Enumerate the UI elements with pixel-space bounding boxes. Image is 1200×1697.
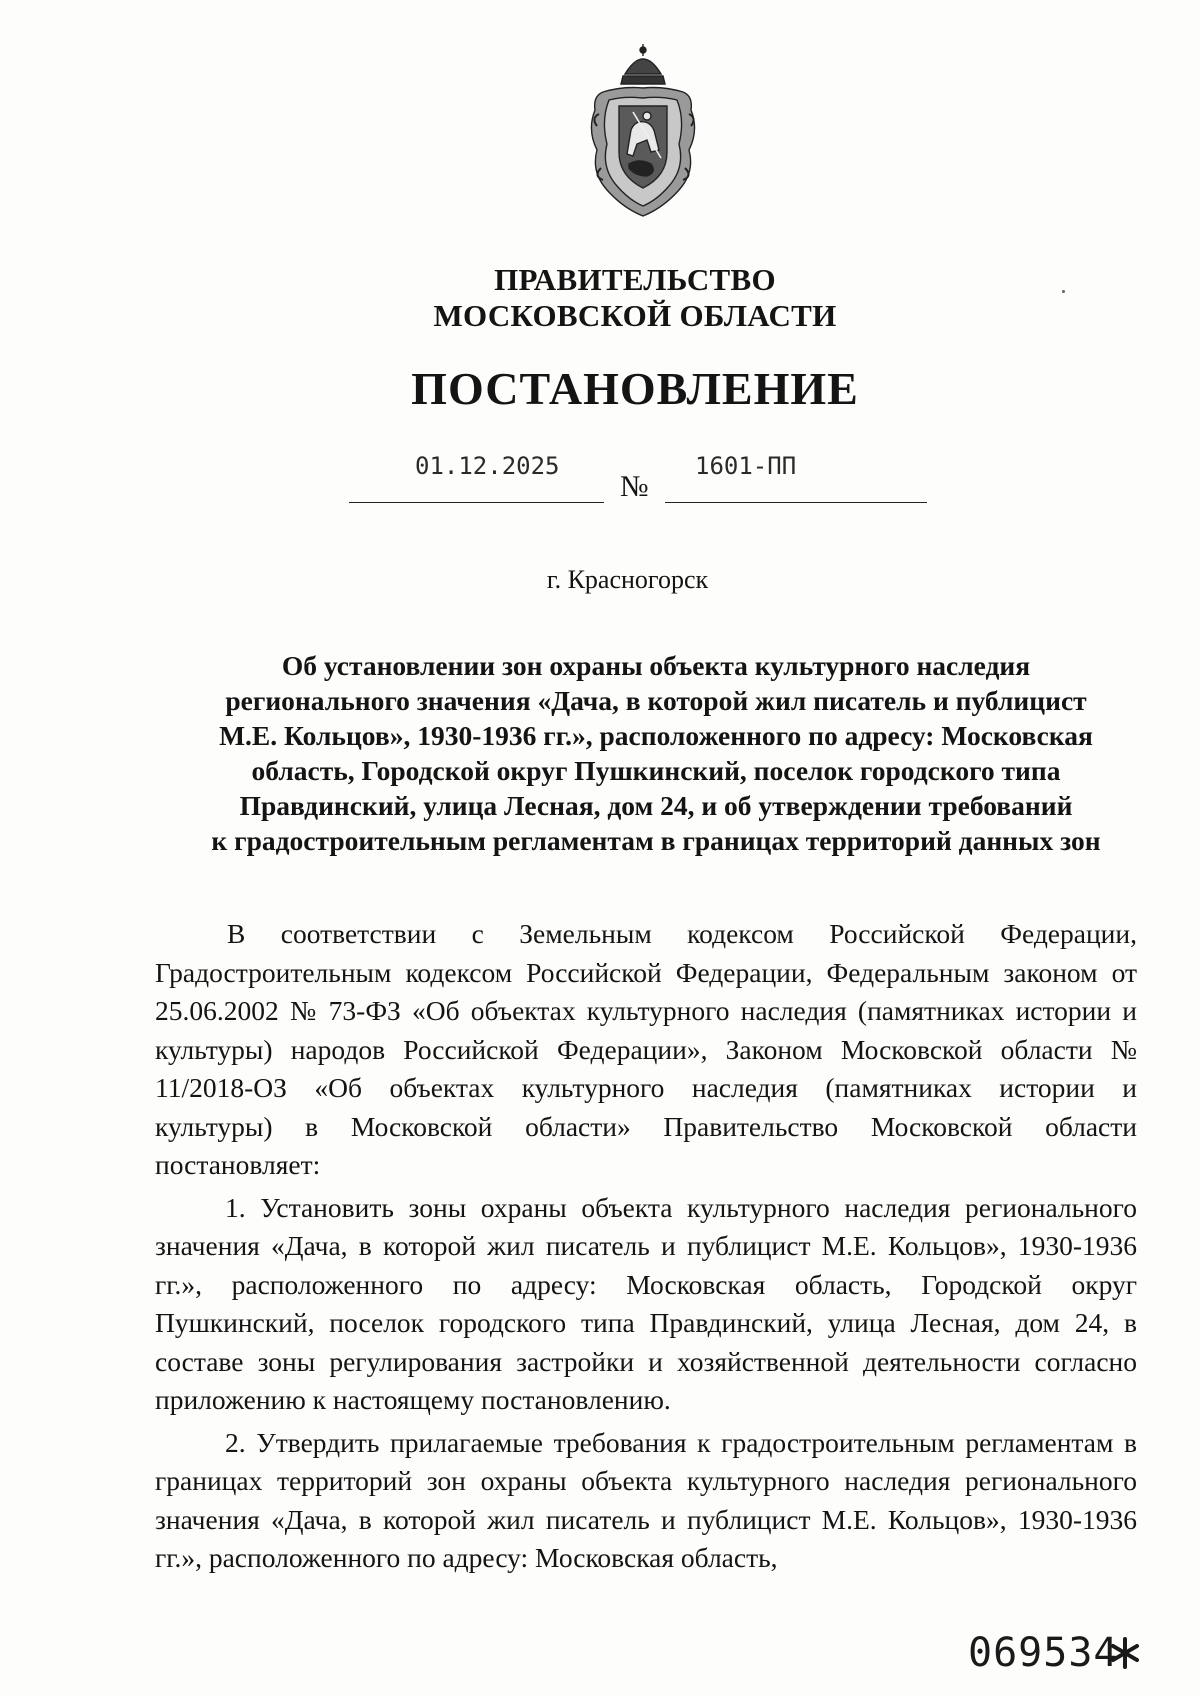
number-field: [665, 448, 927, 503]
document-title: [178, 648, 1134, 858]
item-1-paragraph: 1. Установить зоны охраны объекта культурного наследия регионального значения «Дача, в которой жил писатель и публицист М.Е. Кольцов», 1930-1936 гг.», расположенного по адресу: Московская область, Городской округ Пушкинский, поселок городского типа Правдинский, улица Лесная, дом 24, в составе зоны регулирования застройки и хозяйственной деятельности согласно приложению к настоящему постановлению.: [155, 1191, 1137, 1415]
document-date: 01.12.2025: [415, 452, 560, 480]
scan-speck: [1062, 290, 1065, 293]
item-2-paragraph: 2. Утвердить прилагаемые требования к градостроительным регламентам в границах территорий зон охраны объекта культурного наследия регионального значения «Дача, в которой жил писатель и публицист М.Е. Кольцов», 1930-1936 гг.», расположенного по адресу: Московская область,: [155, 1426, 1137, 1573]
document-type: ПОСТАНОВЛЕНИЕ: [411, 363, 859, 414]
preamble-paragraph: В соответствии с Земельным кодексом Российской Федерации, Градостроительным кодексом Российской Федерации, Федеральным законом от 25.06.2002 № 73-ФЗ «Об объектах культурного наследия (памятниках истории и культуры) народов Российской Федерации», Законом Московской области № 11/2018-ОЗ «Об объектах культурного наследия (памятниках истории и культуры) в Московской области» Правительство Московской области постановляет:: [155, 918, 1137, 1180]
city-line: г. Красногорск: [546, 565, 709, 594]
date-field: [349, 448, 604, 503]
document-body: [155, 915, 1137, 1582]
coat-of-arms-icon: [573, 40, 713, 220]
title-line: Правдинский, улица Лесная, дом 24, и об утверждении требований: [239, 790, 1073, 821]
asterisk-icon: [1108, 1636, 1142, 1670]
title-line: область, Городской округ Пушкинский, поселок городского типа: [251, 755, 1061, 786]
title-line: М.Е. Кольцов», 1930-1936 гг.», расположенного по адресу: Московская: [219, 720, 1093, 751]
title-line: Об установлении зон охраны объекта культурного наследия: [281, 650, 1031, 681]
org-name-line1: ПРАВИТЕЛЬСТВО: [494, 262, 776, 297]
serial-number: 069534: [968, 1630, 1119, 1676]
document-number: 1601-ПП: [695, 452, 797, 480]
number-sign: №: [620, 470, 649, 503]
title-line: к градостроительным регламентам в границах территорий данных зон: [211, 825, 1101, 856]
title-line: регионального значения «Дача, в которой жил писатель и публицист: [225, 685, 1087, 716]
org-name-line2: МОСКОВСКОЙ ОБЛАСТИ: [433, 298, 837, 333]
